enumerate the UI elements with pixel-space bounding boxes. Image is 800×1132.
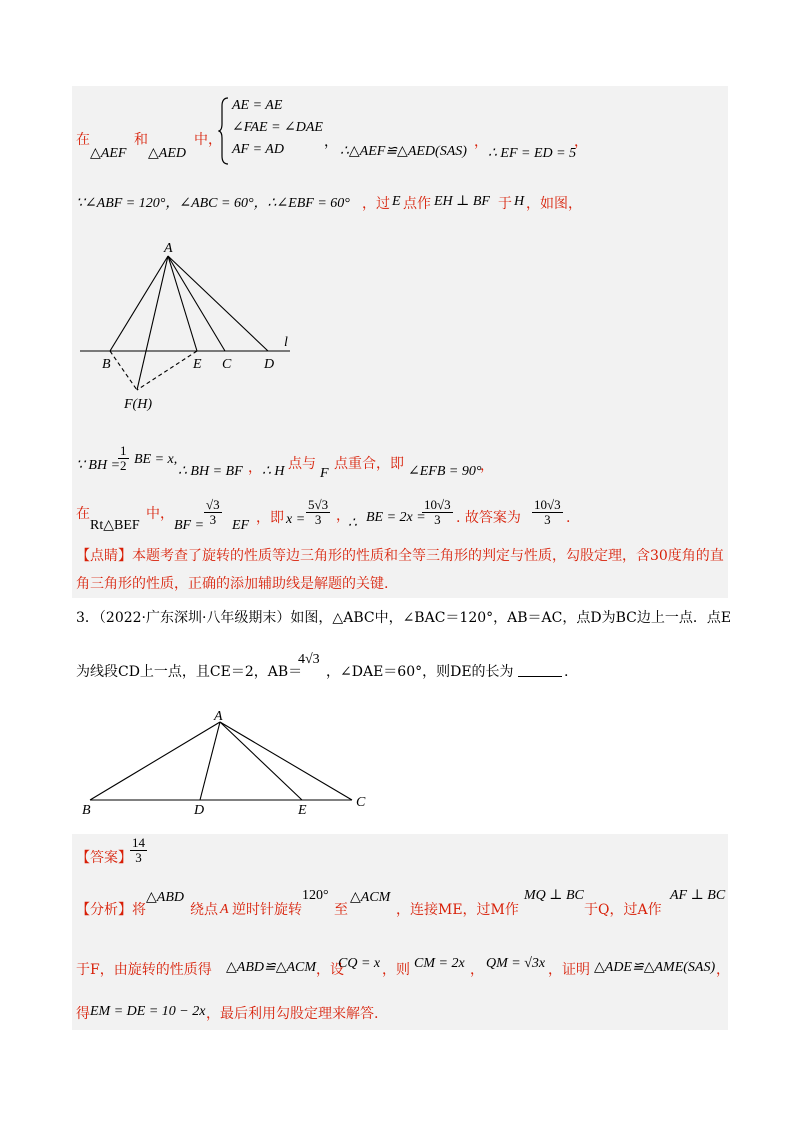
- cm-equals-2x: CM = 2x: [414, 956, 465, 971]
- perpendicular-af: AF ⊥ BC: [670, 888, 726, 903]
- angle-statement: ∵∠ABF = 120°，∠ABC = 60°，∴∠EBF = 60°: [76, 196, 350, 211]
- question-3-line-1: 3．（2022·广东深圳·八年级期末）如图，△ABC中，∠BAC＝120°，AB＝AC，点D为BC边上一点．点E: [76, 610, 732, 626]
- comma: ，: [336, 508, 350, 524]
- system-eq-1: AE = AE: [232, 98, 283, 113]
- comma: ，: [474, 134, 488, 150]
- text-dianyu: 点与: [288, 456, 316, 472]
- x-equals: x =: [286, 512, 306, 527]
- text-yu: 于: [498, 196, 512, 212]
- answer-blank[interactable]: [518, 664, 562, 677]
- text-nishizhen: 逆时针旋转: [232, 902, 302, 918]
- answer-fraction: $\frac{14}{3}$: [132, 835, 145, 865]
- text-chonghe: 点重合，即: [334, 456, 404, 472]
- text-she: ，设: [316, 962, 344, 978]
- angle-120: 120°: [302, 888, 329, 903]
- text-he: 和: [134, 132, 148, 148]
- text-zai: 在: [76, 132, 90, 148]
- comment-line-2: 角三角形的性质，正确的添加辅助线是解题的关键.: [76, 576, 389, 592]
- perpendicular-eh: EH ⊥ BF: [434, 194, 490, 209]
- label-e: E: [298, 803, 307, 818]
- text-zhong: 中，: [146, 506, 174, 522]
- comma: ，: [248, 460, 262, 476]
- label-b: B: [102, 357, 111, 372]
- text-raodian: 绕点: [190, 902, 218, 918]
- fraction-10sqrt3-3-answer: $\frac{10√3}{3}$: [534, 497, 561, 527]
- text-zhong: 中，: [194, 132, 222, 148]
- comma: ，: [716, 962, 730, 978]
- radical-4sqrt3: 4√3: [298, 652, 320, 667]
- point-a: A: [220, 902, 229, 917]
- qm-equals: QM = √3x: [486, 956, 546, 971]
- triangle-aed: △AED: [148, 146, 186, 161]
- bf-equals: BF =: [174, 518, 205, 533]
- em-equals-de: EM = DE = 10 − 2x: [90, 1004, 206, 1019]
- bh-prefix: ∵ BH =: [76, 458, 121, 473]
- label-l: l: [284, 335, 288, 350]
- fraction-sqrt3-3: $\frac{√3}{3}$: [206, 497, 220, 527]
- answer-label: 【答案】: [76, 850, 132, 866]
- label-d: D: [264, 357, 275, 372]
- text-ze: ，则: [382, 962, 410, 978]
- question-3-line-2b: ，∠DAE＝60°，则DE的长为: [326, 664, 514, 680]
- comma: ，: [574, 134, 588, 150]
- system-eq-3: AF = AD: [232, 142, 284, 157]
- ef-var: EF: [232, 518, 250, 533]
- text-zhi: 至: [334, 902, 348, 918]
- triangle-acm: △ACM: [350, 890, 391, 905]
- congruence-abd-acm: △ABD≌△ACM: [226, 960, 317, 975]
- system-eq-2: ∠FAE = ∠DAE: [232, 120, 323, 135]
- be-equals-x: BE = x,: [134, 452, 178, 467]
- label-a: A: [214, 709, 223, 724]
- point-h: H: [514, 194, 525, 209]
- system-brace-icon: [218, 96, 230, 166]
- analysis-line-3a: 得: [76, 1006, 90, 1022]
- period: .: [564, 664, 569, 680]
- text-guo: ，过: [362, 196, 390, 212]
- text-ji: ，即: [256, 510, 284, 526]
- comma: ，: [470, 962, 484, 978]
- angle-efb: ∠EFB = 90°: [408, 464, 482, 479]
- label-d: D: [194, 803, 205, 818]
- label-c: C: [356, 795, 366, 810]
- question-3-line-2a: 为线段CD上一点，且CE＝2，AB＝: [76, 664, 303, 680]
- solution-panel-bottom: [72, 834, 728, 1030]
- bh-equals-bf: ∴ BH = BF: [178, 464, 243, 479]
- point-e: E: [392, 194, 401, 209]
- congruence-statement: ∴△AEF≌△AED(SAS): [340, 144, 467, 159]
- fraction-5sqrt3-3: $\frac{5√3}{3}$: [308, 497, 329, 527]
- therefore-h: ∴ H: [262, 464, 285, 479]
- rt-triangle-bef: Rt△BEF: [90, 518, 140, 533]
- label-c: C: [222, 357, 232, 372]
- comma: ，: [324, 134, 338, 150]
- figure-2: [80, 708, 380, 818]
- figure-1: [80, 236, 320, 416]
- perpendicular-mq: MQ ⊥ BC: [524, 888, 584, 903]
- label-fh: F(H): [124, 397, 152, 412]
- ef-equals: ∴ EF = ED = 5: [488, 146, 577, 161]
- triangle-abd: △ABD: [146, 890, 184, 905]
- analysis-line-3b: ，最后利用勾股定理来解答.: [206, 1006, 379, 1022]
- period: .: [566, 510, 571, 526]
- text-zai: 在: [76, 506, 90, 522]
- fraction-half: $\frac{1}{2}$: [120, 443, 127, 473]
- label-a: A: [164, 241, 173, 256]
- text-zhengming: ，证明: [548, 962, 590, 978]
- answer-text: . 故答案为: [456, 510, 521, 526]
- comment-line-1: 【点睛】本题考查了旋转的性质等边三角形的性质和全等三角形的判定与性质，勾股定理，含30度角的直: [76, 548, 724, 564]
- text-lianjie: ，连接ME，过M作: [396, 902, 519, 918]
- label-b: B: [82, 803, 91, 818]
- text-dianzuo: 点作: [403, 196, 431, 212]
- point-f: F: [320, 466, 329, 481]
- therefore: ∴: [348, 516, 357, 531]
- label-e: E: [193, 357, 202, 372]
- cq-equals-x: CQ = x: [338, 956, 381, 971]
- congruence-ade-ame: △ADE≌△AME(SAS): [594, 960, 716, 975]
- text-rutu: ，如图，: [526, 196, 582, 212]
- fraction-10sqrt3-3: $\frac{10√3}{3}$: [424, 497, 451, 527]
- text-yuq: 于Q，过A作: [584, 902, 662, 918]
- be-equals: BE = 2x =: [366, 510, 426, 525]
- triangle-aef: △AEF: [90, 146, 127, 161]
- comma: ，: [480, 458, 494, 474]
- analysis-line-2a: 于F，由旋转的性质得: [76, 962, 212, 978]
- analysis-label: 【分析】将: [76, 902, 146, 918]
